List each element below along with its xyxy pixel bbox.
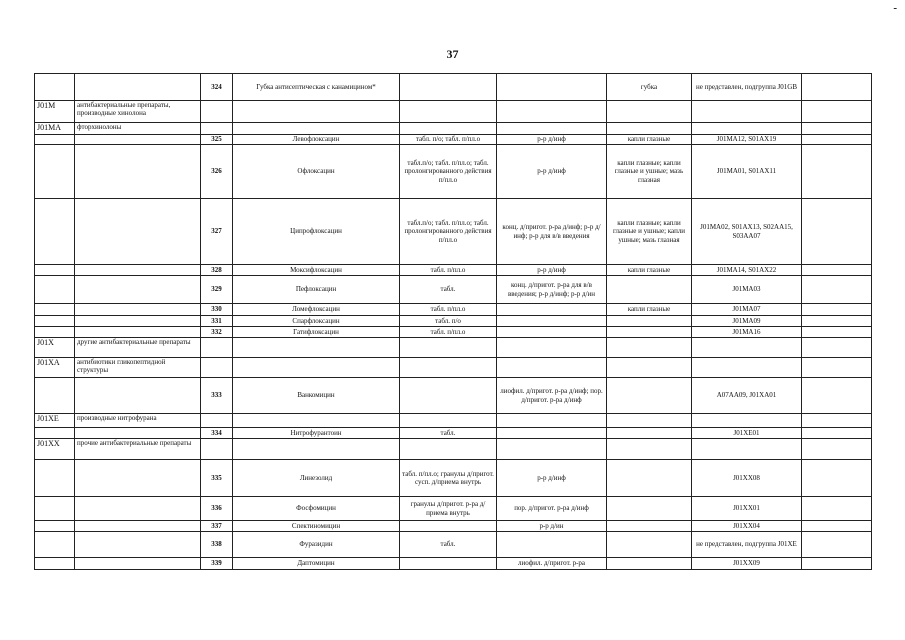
row-number-cell: 331 [201, 316, 233, 327]
atc-note-cell [692, 414, 802, 428]
atc-note-cell: J01XE01 [692, 428, 802, 439]
atc-group-cell: антибиотики гликопептидной структуры [75, 358, 201, 378]
row-number-cell: 336 [201, 497, 233, 521]
empty-cell [802, 378, 872, 414]
drug-name-cell [233, 358, 400, 378]
row-number-cell: 334 [201, 428, 233, 439]
atc-note-cell: J01MA03 [692, 276, 802, 304]
injection-form-cell [497, 123, 607, 135]
row-number-cell: 338 [201, 532, 233, 558]
drug-name-cell: Спарфлоксацин [233, 316, 400, 327]
injection-form-cell: р-р д/ин [497, 521, 607, 532]
table-row [35, 428, 872, 439]
local-form-cell [607, 123, 692, 135]
drug-name-cell [233, 439, 400, 460]
injection-form-cell [497, 338, 607, 358]
table-row [35, 145, 872, 199]
drug-name-cell: Левофлоксацин [233, 135, 400, 145]
table-row [35, 327, 872, 338]
atc-group-cell [75, 74, 201, 101]
oral-form-cell [400, 101, 497, 123]
empty-cell [802, 145, 872, 199]
table-row [35, 558, 872, 570]
atc-group-cell [75, 199, 201, 265]
row-number-cell: 337 [201, 521, 233, 532]
local-form-cell: капли глазные; капли глазные и ушные; капли ушные; мазь глазная [607, 199, 692, 265]
drug-name-cell [233, 123, 400, 135]
atc-note-cell: J01MA12, S01AX19 [692, 135, 802, 145]
atc-code-cell [35, 532, 75, 558]
atc-note-cell [692, 123, 802, 135]
atc-group-cell [75, 460, 201, 497]
table-row [35, 521, 872, 532]
local-form-cell [607, 358, 692, 378]
empty-cell [802, 460, 872, 497]
row-number-cell: 327 [201, 199, 233, 265]
atc-note-cell: J01MA01, S01AX11 [692, 145, 802, 199]
drug-name-cell [233, 101, 400, 123]
oral-form-cell: табл. п/пл.о [400, 304, 497, 316]
oral-form-cell [400, 74, 497, 101]
atc-group-cell [75, 316, 201, 327]
oral-form-cell: табл. п/пл.о; гранулы д/пригот. сусп. д/приема внутрь [400, 460, 497, 497]
atc-code-cell [35, 558, 75, 570]
drug-name-cell: Фуразидин [233, 532, 400, 558]
atc-code-cell: J01M [35, 101, 75, 123]
injection-form-cell [497, 101, 607, 123]
local-form-cell [607, 460, 692, 497]
atc-note-cell [692, 101, 802, 123]
oral-form-cell [400, 123, 497, 135]
empty-cell [802, 123, 872, 135]
local-form-cell [607, 101, 692, 123]
atc-group-cell [75, 378, 201, 414]
table-row [35, 101, 872, 123]
table-row [35, 358, 872, 378]
empty-cell [802, 428, 872, 439]
local-form-cell: капли глазные [607, 304, 692, 316]
drug-name-cell [233, 338, 400, 358]
local-form-cell [607, 439, 692, 460]
atc-group-cell [75, 265, 201, 276]
empty-cell [802, 338, 872, 358]
oral-form-cell [400, 521, 497, 532]
empty-cell [802, 265, 872, 276]
drug-name-cell: Губка антисептическая с канамицином* [233, 74, 400, 101]
atc-group-cell [75, 304, 201, 316]
drug-name-cell: Спектиномицин [233, 521, 400, 532]
empty-cell [802, 276, 872, 304]
drug-name-cell: Гатифлоксацин [233, 327, 400, 338]
oral-form-cell: табл. [400, 532, 497, 558]
injection-form-cell: лиофил. д/пригот. р-ра д/инф; пор. д/пригот. р-ра д/инф [497, 378, 607, 414]
atc-code-cell [35, 145, 75, 199]
empty-cell [802, 414, 872, 428]
oral-form-cell: табл. п/о [400, 316, 497, 327]
corner-mark: - [893, 2, 897, 14]
injection-form-cell: р-р д/инф [497, 460, 607, 497]
atc-code-cell [35, 521, 75, 532]
injection-form-cell: р-р д/инф [497, 265, 607, 276]
local-form-cell [607, 276, 692, 304]
drug-name-cell: Офлоксацин [233, 145, 400, 199]
injection-form-cell [497, 358, 607, 378]
oral-form-cell: табл. [400, 276, 497, 304]
table-body [35, 74, 872, 570]
oral-form-cell: табл.п/о; табл. п/пл.о; табл. пролонгированного действия п/пл.о [400, 145, 497, 199]
row-number-cell: 325 [201, 135, 233, 145]
atc-group-cell [75, 532, 201, 558]
injection-form-cell [497, 304, 607, 316]
row-number-cell: 332 [201, 327, 233, 338]
row-number-cell [201, 439, 233, 460]
injection-form-cell: лиофил. д/пригот. р-ра [497, 558, 607, 570]
table-row [35, 74, 872, 101]
atc-note-cell: A07AA09, J01XA01 [692, 378, 802, 414]
local-form-cell [607, 316, 692, 327]
atc-group-cell [75, 276, 201, 304]
atc-group-cell [75, 497, 201, 521]
injection-form-cell [497, 316, 607, 327]
drug-name-cell: Даптомицин [233, 558, 400, 570]
table-row [35, 497, 872, 521]
atc-group-cell [75, 327, 201, 338]
atc-code-cell [35, 265, 75, 276]
drug-name-cell [233, 414, 400, 428]
drug-name-cell: Нитрофурантоин [233, 428, 400, 439]
oral-form-cell: табл. п/о; табл. п/пл.о [400, 135, 497, 145]
drug-name-cell: Линезолид [233, 460, 400, 497]
injection-form-cell [497, 439, 607, 460]
atc-note-cell: не представлен, подгруппа J01GB [692, 74, 802, 101]
table-row [35, 460, 872, 497]
atc-note-cell: J01XX04 [692, 521, 802, 532]
atc-code-cell [35, 316, 75, 327]
atc-code-cell [35, 497, 75, 521]
empty-cell [802, 316, 872, 327]
atc-note-cell: не представлен, подгруппа J01XE [692, 532, 802, 558]
table-row [35, 532, 872, 558]
row-number-cell [201, 414, 233, 428]
local-form-cell [607, 414, 692, 428]
drug-name-cell: Ломефлоксацин [233, 304, 400, 316]
empty-cell [802, 199, 872, 265]
empty-cell [802, 358, 872, 378]
empty-cell [802, 558, 872, 570]
atc-code-cell [35, 378, 75, 414]
local-form-cell [607, 558, 692, 570]
atc-code-cell [35, 135, 75, 145]
atc-note-cell [692, 338, 802, 358]
atc-note-cell: J01MA09 [692, 316, 802, 327]
injection-form-cell [497, 327, 607, 338]
atc-code-cell [35, 74, 75, 101]
empty-cell [802, 327, 872, 338]
oral-form-cell [400, 338, 497, 358]
atc-note-cell: J01MA02, S01AX13, S02AA15, S03AA07 [692, 199, 802, 265]
empty-cell [802, 439, 872, 460]
empty-cell [802, 74, 872, 101]
row-number-cell: 339 [201, 558, 233, 570]
table-row [35, 316, 872, 327]
drug-name-cell: Фосфомицин [233, 497, 400, 521]
table-row [35, 304, 872, 316]
atc-group-cell [75, 145, 201, 199]
drug-name-cell: Пефлоксацин [233, 276, 400, 304]
atc-code-cell: J01X [35, 338, 75, 358]
atc-note-cell: J01XX01 [692, 497, 802, 521]
drug-name-cell: Ванкомицин [233, 378, 400, 414]
atc-code-cell [35, 304, 75, 316]
atc-group-cell: производные нитрофурана [75, 414, 201, 428]
local-form-cell [607, 428, 692, 439]
row-number-cell: 333 [201, 378, 233, 414]
drug-table [34, 73, 872, 570]
oral-form-cell: гранулы д/пригот. р-ра д/приема внутрь [400, 497, 497, 521]
injection-form-cell: конц. д/пригот. р-ра д/инф; р-р д/инф; р-р для в/в введения [497, 199, 607, 265]
table-row [35, 414, 872, 428]
table-row [35, 199, 872, 265]
oral-form-cell [400, 558, 497, 570]
atc-note-cell [692, 439, 802, 460]
row-number-cell [201, 101, 233, 123]
page-number: 37 [446, 47, 459, 61]
table-row [35, 123, 872, 135]
empty-cell [802, 497, 872, 521]
injection-form-cell: р-р д/инф [497, 135, 607, 145]
row-number-cell: 330 [201, 304, 233, 316]
empty-cell [802, 532, 872, 558]
local-form-cell [607, 532, 692, 558]
atc-group-cell [75, 521, 201, 532]
oral-form-cell [400, 439, 497, 460]
row-number-cell: 326 [201, 145, 233, 199]
drug-name-cell: Моксифлоксацин [233, 265, 400, 276]
atc-code-cell: J01MA [35, 123, 75, 135]
atc-note-cell: J01MA14, S01AX22 [692, 265, 802, 276]
atc-code-cell [35, 276, 75, 304]
local-form-cell [607, 338, 692, 358]
row-number-cell: 324 [201, 74, 233, 101]
atc-group-cell [75, 428, 201, 439]
oral-form-cell [400, 414, 497, 428]
local-form-cell: капли глазные; капли глазные и ушные; мазь глазная [607, 145, 692, 199]
injection-form-cell: конц. д/пригот. р-ра для в/в введения; р-р д/инф; р-р д/ин [497, 276, 607, 304]
local-form-cell [607, 497, 692, 521]
table-row [35, 378, 872, 414]
table-row [35, 276, 872, 304]
row-number-cell: 335 [201, 460, 233, 497]
row-number-cell [201, 123, 233, 135]
atc-group-cell: прочие антибактериальные препараты [75, 439, 201, 460]
atc-note-cell: J01MA16 [692, 327, 802, 338]
atc-group-cell [75, 135, 201, 145]
atc-code-cell [35, 428, 75, 439]
atc-note-cell [692, 358, 802, 378]
injection-form-cell [497, 74, 607, 101]
atc-code-cell [35, 460, 75, 497]
empty-cell [802, 135, 872, 145]
oral-form-cell: табл.п/о; табл. п/пл.о; табл. пролонгированного действия п/пл.о [400, 199, 497, 265]
table-row [35, 265, 872, 276]
atc-group-cell: фторхинолоны [75, 123, 201, 135]
injection-form-cell [497, 532, 607, 558]
injection-form-cell: пор. д/пригот. р-ра д/инф [497, 497, 607, 521]
atc-note-cell: J01MA07 [692, 304, 802, 316]
oral-form-cell: табл. [400, 428, 497, 439]
local-form-cell: капли глазные [607, 265, 692, 276]
atc-code-cell [35, 199, 75, 265]
atc-code-cell: J01XE [35, 414, 75, 428]
atc-note-cell: J01XX09 [692, 558, 802, 570]
oral-form-cell [400, 378, 497, 414]
row-number-cell: 328 [201, 265, 233, 276]
table-row [35, 135, 872, 145]
atc-group-cell [75, 558, 201, 570]
injection-form-cell [497, 414, 607, 428]
local-form-cell [607, 327, 692, 338]
atc-code-cell: J01XA [35, 358, 75, 378]
empty-cell [802, 521, 872, 532]
empty-cell [802, 304, 872, 316]
oral-form-cell: табл. п/пл.о [400, 265, 497, 276]
oral-form-cell [400, 358, 497, 378]
row-number-cell [201, 358, 233, 378]
drug-name-cell: Ципрофлоксацин [233, 199, 400, 265]
row-number-cell [201, 338, 233, 358]
table-row [35, 338, 872, 358]
injection-form-cell [497, 428, 607, 439]
atc-code-cell: J01XX [35, 439, 75, 460]
oral-form-cell: табл. п/пл.о [400, 327, 497, 338]
local-form-cell: губка [607, 74, 692, 101]
empty-cell [802, 101, 872, 123]
atc-code-cell [35, 327, 75, 338]
atc-group-cell: другие антибактериальные препараты [75, 338, 201, 358]
atc-note-cell: J01XX08 [692, 460, 802, 497]
local-form-cell [607, 521, 692, 532]
atc-group-cell: антибактериальные препараты, производные хинолона [75, 101, 201, 123]
injection-form-cell: р-р д/инф [497, 145, 607, 199]
row-number-cell: 329 [201, 276, 233, 304]
local-form-cell [607, 378, 692, 414]
local-form-cell: капли глазные [607, 135, 692, 145]
table-row [35, 439, 872, 460]
